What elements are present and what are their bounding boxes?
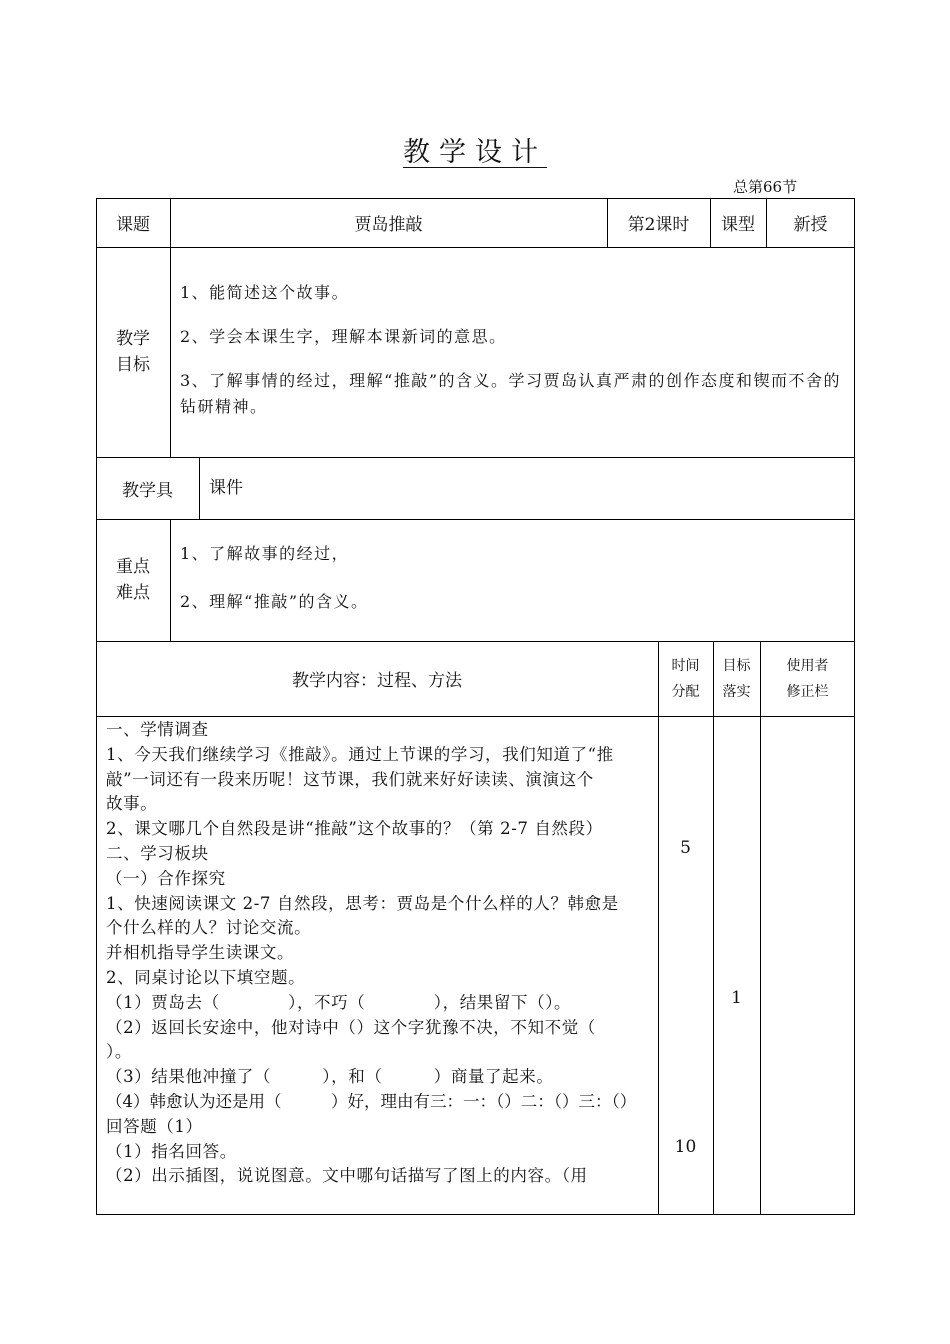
goals-label-line: 教学 <box>116 329 150 349</box>
header-line: 目标 <box>722 657 751 674</box>
header-line: 落实 <box>722 683 751 700</box>
content-line: 回答题（1） <box>106 1116 203 1136</box>
goals-label <box>96 247 170 457</box>
tools-value: 课件 <box>209 478 243 498</box>
keypoint-item: 1、了解故事的经过， <box>180 544 350 563</box>
goal-item: 3、了解事情的经过，理解“推敲”的含义。学习贾岛认真严肃的创作态度和锲而不舍的钻研精神。 <box>180 371 842 416</box>
content-line: 1、今天我们继续学习《推敲》。通过上节课的学习，我们知道了“推 <box>106 744 614 764</box>
topic-label: 课题 <box>116 215 150 235</box>
content-line: 并相机指导学生读课文。 <box>106 943 295 963</box>
content-line: ）。 <box>106 1042 132 1062</box>
row-divider <box>96 247 855 248</box>
content-line: （一）合作探究 <box>106 868 226 888</box>
header-line: 分配 <box>671 683 700 700</box>
target-value: 1 <box>731 988 742 1008</box>
row-divider <box>96 716 855 717</box>
content-line: 敲”一词还有一段来历呢！这节课，我们就来好好读读、演演这个 <box>106 769 594 789</box>
content-line: （1）贾岛去（ ），不巧（ ），结果留下（）。 <box>106 992 572 1012</box>
tools-label: 教学具 <box>122 480 173 501</box>
topic-value: 贾岛推敲 <box>354 215 423 235</box>
col-divider <box>760 641 761 1215</box>
header-line: 时间 <box>671 657 700 674</box>
content-line: （2）出示插图，说说图意。文中哪句话描写了图上的内容。（用 <box>106 1166 588 1186</box>
header-line: 修正栏 <box>786 683 829 700</box>
goal-item: 1、能简述这个故事。 <box>180 283 350 302</box>
content-line: 二、学习板块 <box>106 843 209 863</box>
time-value: 5 <box>680 838 691 858</box>
content-line: 故事。 <box>106 794 158 814</box>
target-column-header <box>713 641 760 716</box>
goals-content <box>180 280 845 420</box>
type-label: 课型 <box>721 215 755 235</box>
content-line: 一、学情调查 <box>106 720 209 739</box>
col-divider <box>199 457 200 519</box>
content-line: 1、快速阅读课文 2-7 自然段，思考：贾岛是个什么样的人？韩愈是 <box>106 893 619 913</box>
content-line: （3）结果他冲撞了（ ），和（ ）商量了起来。 <box>106 1067 554 1087</box>
user-column-header <box>760 641 855 716</box>
period-value: 第2课时 <box>627 215 690 235</box>
time-value: 10 <box>674 1137 697 1157</box>
lesson-number: 总第66节 <box>733 178 798 196</box>
time-column-header <box>658 641 713 716</box>
col-divider <box>170 519 171 641</box>
col-divider <box>658 641 659 1215</box>
teaching-content <box>106 718 651 1189</box>
content-line: （1）指名回答。 <box>106 1141 237 1161</box>
header-line: 使用者 <box>786 657 829 674</box>
keypoints-content <box>180 541 845 615</box>
content-line: 2、课文哪几个自然段是讲“推敲”这个故事的？（第 2-7 自然段） <box>106 819 603 839</box>
content-line: 2、同桌讨论以下填空题。 <box>106 967 306 987</box>
col-divider <box>713 641 714 1215</box>
keypoints-label-line: 重点 <box>116 557 150 577</box>
content-line: （4）韩愈认为还是用（ ）好，理由有三：一：（）二：（）三：（） <box>106 1091 637 1111</box>
goals-label-line: 目标 <box>116 355 150 375</box>
type-value: 新授 <box>793 215 828 235</box>
keypoints-label <box>96 519 170 641</box>
content-line: 个什么样的人？讨论交流。 <box>106 918 312 938</box>
keypoints-label-line: 难点 <box>116 583 150 603</box>
content-line: （2）返回长安途中，他对诗中（）这个字犹豫不决，不知不觉（ <box>106 1017 596 1037</box>
goal-item: 2、学会本课生字，理解本课新词的意思。 <box>180 327 507 346</box>
document-title: 教学设计 <box>403 137 547 168</box>
content-column-header: 教学内容：过程、方法 <box>292 671 462 691</box>
keypoint-item: 2、理解“推敲”的含义。 <box>180 592 369 611</box>
row-divider <box>96 519 855 520</box>
